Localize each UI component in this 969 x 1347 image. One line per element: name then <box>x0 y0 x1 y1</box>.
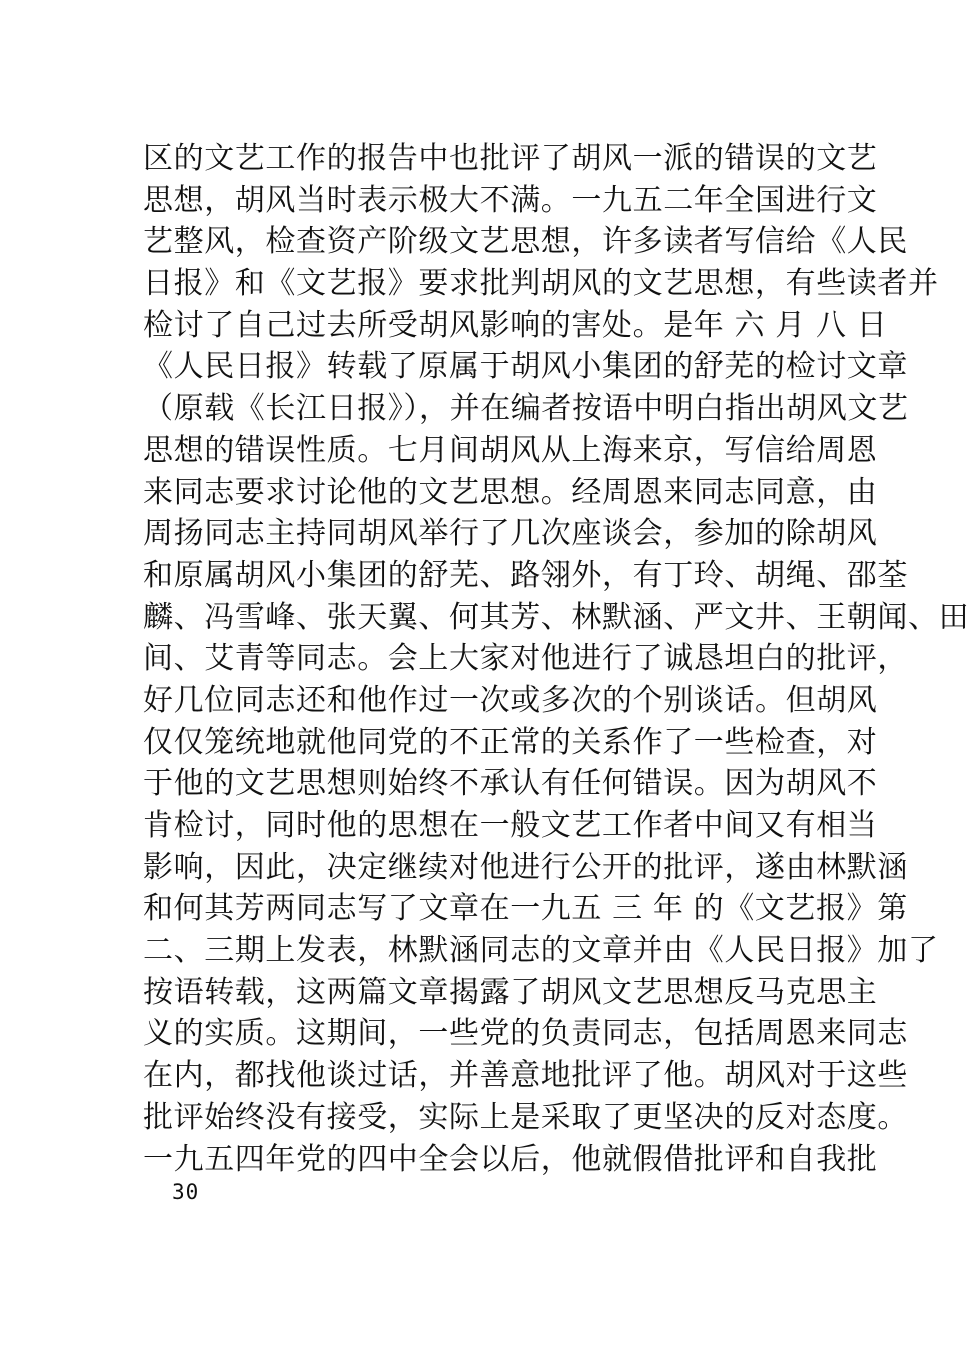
text-line-4: 日报》和《文艺报》要求批判胡风的文艺思想，有些读者并 <box>143 266 939 302</box>
text-line-16: 于他的文艺思想则始终不承认有任何错误。因为胡风不 <box>143 766 878 802</box>
text-line-6: 《人民日报》转载了原属于胡风小集团的舒芜的检讨文章 <box>143 349 908 385</box>
text-line-9: 来同志要求讨论他的文艺思想。经周恩来同志同意，由 <box>143 474 878 510</box>
text-line-18: 影响，因此，决定继续对他进行公开的批评，遂由林默涵 <box>143 849 908 885</box>
text-line-17: 肯检讨，同时他的思想在一般文艺工作者中间又有相当 <box>143 808 878 843</box>
text-line-19: 和何其芳两同志写了文章在一九五 三 年 的《文艺报》第 <box>143 891 908 927</box>
text-line-2: 思想，胡风当时表示极大不满。一九五二年全国进行文 <box>143 182 878 218</box>
text-line-21: 按语转载，这两篇文章揭露了胡风文艺思想反马克思主 <box>143 974 878 1010</box>
text-line-23: 在内，都找他谈过话，并善意地批评了他。胡风对于这些 <box>143 1058 908 1094</box>
text-line-14: 好几位同志还和他作过一次或多次的个别谈话。但胡风 <box>143 682 878 718</box>
text-line-7: （原载《长江日报》），并在编者按语中明白指出胡风文艺 <box>143 391 909 427</box>
text-line-3: 艺整风，检查资产阶级文艺思想，许多读者写信给《人民 <box>143 224 908 260</box>
page-number: 30 <box>172 1180 200 1204</box>
text-line-1: 区的文艺工作的报告中也批评了胡风一派的错误的文艺 <box>143 141 878 176</box>
text-line-11: 和原属胡风小集团的舒芜、路翎外，有丁玲、胡绳、邵荃 <box>143 557 908 593</box>
text-line-15: 仅仅笼统地就他同党的不正常的关系作了一些检查，对 <box>143 724 878 760</box>
text-line-5: 检讨了自己过去所受胡风影响的害处。是年 六 月 八 日 <box>143 307 888 343</box>
text-line-20: 二、三期上发表，林默涵同志的文章并由《人民日报》加了 <box>143 933 939 969</box>
text-line-13: 间、艾青等同志。会上大家对他进行了诚恳坦白的批评， <box>143 641 908 677</box>
text-line-10: 周扬同志主持同胡风举行了几次座谈会，参加的除胡风 <box>143 516 878 552</box>
body-text <box>143 138 969 1180</box>
text-line-12: 麟、冯雪峰、张天翼、何其芳、林默涵、严文井、王朝闻、田 <box>143 599 969 635</box>
text-line-24: 批评始终没有接受，实际上是采取了更坚决的反对态度。 <box>143 1099 908 1135</box>
text-line-25: 一九五四年党的四中全会以后，他就假借批评和自我批 <box>143 1141 878 1177</box>
text-line-22: 义的实质。这期间，一些党的负责同志，包括周恩来同志 <box>143 1016 908 1052</box>
text-line-8: 思想的错误性质。七月间胡风从上海来京，写信给周恩 <box>143 432 878 468</box>
